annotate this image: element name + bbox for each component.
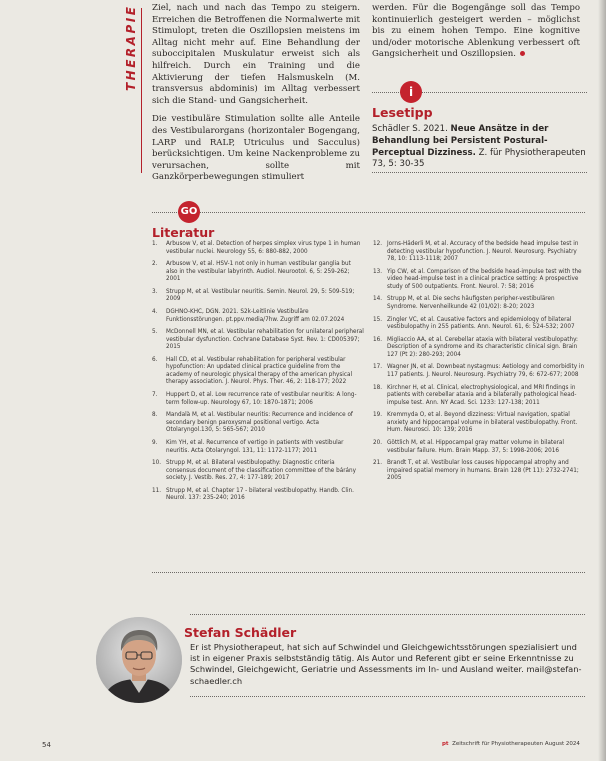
reference-text: Strupp M, et al. Bilateral vestibulopathy: Diagnostic criteria consensus document of the classification committee of the bárány society. J. Vestib. Res. 27, 4: 177-189; 2017 bbox=[166, 460, 357, 482]
end-mark-icon bbox=[520, 51, 525, 56]
section-rule bbox=[141, 8, 142, 173]
reference-number: 15. bbox=[373, 316, 383, 323]
author-name: Stefan Schädler bbox=[184, 625, 297, 640]
reference-item bbox=[373, 364, 585, 379]
reference-number: 9. bbox=[152, 440, 158, 446]
lesetipp-author: Schädler S. 2021. bbox=[372, 124, 451, 134]
info-icon: i bbox=[400, 81, 422, 103]
reference-number: 1. bbox=[152, 241, 158, 247]
reference-number: 8. bbox=[152, 412, 158, 419]
section-label-wrap bbox=[120, 5, 142, 95]
reference-text: Strupp M, et al. Vestibular neuritis. Semin. Neurol. 29, 5: 509-519; 2009 bbox=[166, 288, 355, 303]
link-icon: GO bbox=[178, 201, 200, 223]
reference-text: Zingler VC, et al. Causative factors and epidemiology of bilateral vestibulopathy in 255 patients. Ann. Neurol. 61, 6: 524-532; 2007 bbox=[387, 316, 575, 331]
reference-text: Huppert D, et al. Low recurrence rate of vestibular neuritis: A long-term follow-up. Neurology 67, 10: 1870-1871; 2006 bbox=[166, 392, 357, 406]
reference-number: 2. bbox=[152, 261, 158, 268]
reference-item bbox=[152, 392, 364, 407]
reference-item bbox=[152, 289, 364, 304]
body-paragraph-text: werden. Für die Bogengänge soll das Tempo kontinuierlich gesteigert werden – möglichst bis zu einem hohen Tempo. Eine kognitive und/oder motorische Ablenkung verbessert oft Gangsicherheit und Oszillopsien. bbox=[372, 3, 580, 60]
section-label: THERAPIE bbox=[124, 4, 138, 91]
lesetipp-text bbox=[372, 124, 587, 171]
divider bbox=[152, 572, 585, 573]
reference-number: 18. bbox=[373, 384, 383, 391]
reference-item bbox=[152, 460, 364, 483]
reference-item bbox=[373, 385, 585, 408]
reference-number: 10. bbox=[152, 460, 162, 467]
lesetipp-source: Z. für Physiotherapeuten 73, 5: 30-35 bbox=[372, 147, 586, 170]
author-photo bbox=[96, 617, 182, 703]
reference-number: 6. bbox=[152, 356, 158, 363]
reference-number: 14. bbox=[373, 296, 383, 303]
divider bbox=[190, 696, 585, 697]
reference-item bbox=[373, 296, 585, 311]
reference-item bbox=[373, 269, 585, 292]
reference-number: 4. bbox=[152, 309, 158, 316]
lesetipp-article-title: Neue Ansätze in der Behandlung bei Persistent Postural-Perceptual Dizziness. bbox=[372, 124, 549, 158]
reference-text: Wagner JN, et al. Downbeat nystagmus: Aetiology and comorbidity in 117 patients. J. Neurol. Neurosurg. Psychiatry 79, 6: 672-677; 2008 bbox=[387, 364, 585, 378]
reference-list-right bbox=[373, 241, 585, 488]
divider bbox=[190, 614, 585, 615]
reference-number: 5. bbox=[152, 329, 158, 336]
reference-list-left bbox=[152, 241, 364, 508]
reference-item bbox=[373, 337, 585, 360]
lesetipp-title: Lesetipp bbox=[372, 105, 433, 120]
reference-text: McDonnell MN, et al. Vestibular rehabilitation for unilateral peripheral vestibular dysfunction. Cochrane Database Syst. Rev. 1: CD005397; 2015 bbox=[166, 329, 364, 351]
literatur-title: Literatur bbox=[152, 225, 215, 240]
reference-item bbox=[152, 488, 364, 503]
reference-number: 12. bbox=[373, 241, 383, 247]
reference-text: Kim YH, et al. Recurrence of vertigo in patients with vestibular neuritis. Acta Otolaryngol. 131, 11: 1172-1177; 2011 bbox=[166, 440, 344, 454]
body-paragraph: Die vestibuläre Stimulation sollte alle Anteile des Vestibularorgans (horizontaler Bogengang, LARP und RALP, Utriculus und Sacculus) berücksichtigen. Um keine Nackenprobleme zu verursachen, sollte mit Ganzkörperbewegungen stimuliert bbox=[152, 114, 360, 183]
reference-text: Göttlich M, et al. Hippocampal gray matter volume in bilateral vestibular failure. Hum. Brain Mapp. 37, 5: 1998-2006; 2016 bbox=[387, 440, 564, 454]
reference-item bbox=[152, 309, 364, 324]
reference-item bbox=[152, 261, 364, 284]
reference-item bbox=[373, 460, 585, 483]
reference-text: Mandalà M, et al. Vestibular neuritis: Recurrence and incidence of secondary benign paroxysmal positional vertigo. Acta Otolaryngol.130, 5: 565-567; 2010 bbox=[166, 412, 353, 434]
reference-number: 19. bbox=[373, 412, 383, 419]
reference-item bbox=[373, 241, 585, 264]
reference-item bbox=[373, 412, 585, 435]
body-paragraph: Ziel, nach und nach das Tempo zu steigern. Erreichen die Betroffenen die Normalwerte mit Stimulopt, treten die Oszillopsien meistens im Alltag nicht mehr auf. Eine Behandlung der suboccipitalen Muskulatur erweist sich als hilfreich. Durch ein Training und die Aktivierung der tiefen Halsmuskeln (M. transversus abdominis) im Alltag verbessert sich die Stand- und Gangsicherheit. bbox=[152, 3, 360, 106]
reference-text: Hall CD, et al. Vestibular rehabilitation for peripheral vestibular hypofunction: An updated clinical practice guideline from the academy of neurologic physical therapy of the american physical therapy association. J. Neurol. Phys. Ther. 46, 2: 118-177; 2022 bbox=[166, 356, 353, 386]
reference-item bbox=[152, 412, 364, 435]
magazine-name: Zeitschrift für Physiotherapeuten August 2024 bbox=[452, 741, 580, 747]
divider bbox=[372, 172, 587, 173]
reference-item bbox=[152, 329, 364, 352]
reference-text: Kirchner H, et al. Clinical, electrophysiological, and MRI findings in patients with cerebellar ataxia and a bilaterally pathological head-impulse test. Ann. NY Acad. Sci. 1233: 127-138; 2011 bbox=[387, 384, 577, 406]
author-portrait-image bbox=[96, 617, 182, 703]
reference-number: 7. bbox=[152, 392, 158, 399]
reference-number: 3. bbox=[152, 288, 158, 295]
magazine-footer bbox=[442, 741, 580, 747]
reference-item bbox=[152, 241, 364, 256]
reference-number: 20. bbox=[373, 440, 383, 446]
reference-text: Strupp M, et al. Die sechs häufigsten peripher-vestibulären Syndrome. Nervenheilkunde 42 (01/02): 8-20; 2023 bbox=[387, 296, 555, 310]
reference-number: 11. bbox=[152, 487, 162, 494]
author-bio bbox=[190, 642, 584, 687]
body-paragraph bbox=[372, 3, 580, 61]
reference-text: Strupp M, et al. Chapter 17 - bilateral vestibulopathy. Handb. Clin. Neurol. 137: 235-240; 2016 bbox=[166, 487, 354, 502]
reference-number: 17. bbox=[373, 364, 383, 371]
body-column-right bbox=[372, 3, 580, 68]
reference-text: DGHNO-KHC, DGN. 2021. S2k-Leitlinie Vestibuläre Funktionsstörungen. pt.ppv.media/7hw. Zugriff am 02.07.2024 bbox=[166, 309, 345, 323]
magazine-abbr: pt bbox=[442, 741, 449, 747]
reference-number: 13. bbox=[373, 268, 383, 275]
reference-text: Migliaccio AA, et al. Cerebellar ataxia with bilateral vestibulopathy: Description of a syndrome and its characteristic clinical sign. Brain 127 (Pt 2): 280-293; 2004 bbox=[387, 336, 578, 358]
reference-item bbox=[152, 357, 364, 387]
reference-text: Arbusow V, et al. Detection of herpes simplex virus type 1 in human vestibular nuclei. Neurology 55, 6: 880-882, 2000 bbox=[166, 241, 361, 255]
reference-item bbox=[373, 440, 585, 455]
reference-text: Yip CW, et al. Comparison of the bedside head-impulse test with the video head-impulse test in a clinical practice setting: A prospective study of 500 outpatients. Front. Neurol. 7: 58; 2016 bbox=[387, 268, 582, 290]
reference-item bbox=[152, 440, 364, 455]
reference-item bbox=[373, 317, 585, 332]
page-number: 54 bbox=[42, 741, 51, 749]
reference-text: Jorns-Häderli M, et al. Accuracy of the bedside head impulse test in detecting vestibular hypofunction. J. Neurol. Neurosurg. Psychiatry 78, 10: 1113-1118; 2007 bbox=[387, 241, 579, 262]
reference-text: Brandt T, et al. Vestibular loss causes hippocampal atrophy and impaired spatial memory in humans. Brain 128 (Pt 11): 2732-2741; 2005 bbox=[387, 460, 579, 482]
divider bbox=[152, 212, 585, 213]
reference-text: Kremmyda O, et al. Beyond dizziness: Virtual navigation, spatial anxiety and hippocampal volume in bilateral vestibulopathy. Front. Hum. Neurosci. 10: 139; 2016 bbox=[387, 412, 578, 434]
reference-number: 21. bbox=[373, 460, 383, 467]
reference-number: 16. bbox=[373, 336, 383, 343]
author-email[interactable]: mail@stefan-schaedler.ch bbox=[190, 664, 582, 686]
body-column-left bbox=[152, 3, 360, 191]
author-bio-text: Er ist Physiotherapeut, hat sich auf Schwindel und Gleichgewichtsstörungen spezialisiert und ist in eigener Praxis selbstständig tätig. Als Autor und Referent gibt er seine Erkenntnisse zu Schwindel, Gleichgewicht, Geriatrie und Assessments im In- und Ausland weiter. bbox=[190, 642, 577, 675]
reference-text: Arbusow V, et al. HSV-1 not only in human vestibular ganglia but also in the vestibular labyrinth. Audiol. Neurootol. 6, 5: 259-262; 2001 bbox=[166, 261, 351, 283]
